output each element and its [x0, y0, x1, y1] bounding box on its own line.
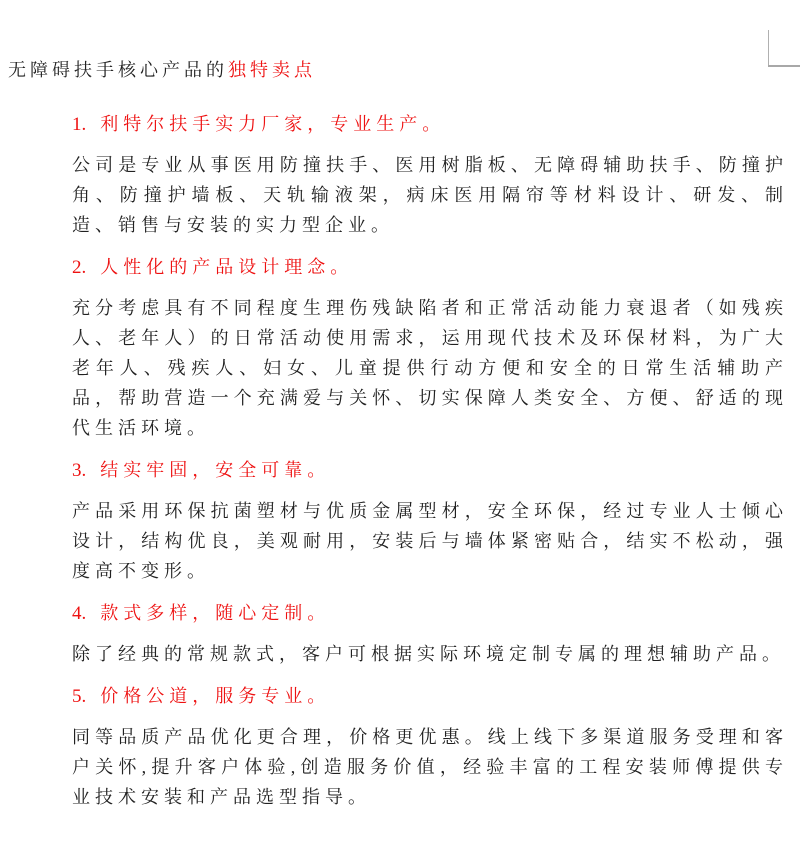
section-number: 1. [72, 114, 87, 135]
section-heading-text: 结实牢固，安全可靠。 [100, 460, 331, 480]
section-number: 3. [72, 460, 87, 481]
section-paragraph: 同等品质产品优化更合理，价格更优惠。线上线下多渠道服务受理和客户关怀,提升客户体验,创造服务价值，经验丰富的工程安装师傅提供专业技术安装和产品选型指导。 [72, 727, 788, 807]
section-number: 2. [72, 257, 87, 278]
text-boundary-corner-icon [768, 65, 800, 67]
section-paragraph: 公司是专业从事医用防撞扶手、医用树脂板、无障碍辅助扶手、防撞护角、防撞护墙板、天轨输液架，病床医用隔帘等材料设计、研发、制造、销售与安装的实力型企业。 [72, 155, 788, 235]
section-heading-text: 利特尔扶手实力厂家，专业生产。 [100, 114, 446, 134]
section-heading-text: 款式多样，随心定制。 [100, 603, 331, 623]
section-number: 4. [72, 603, 87, 624]
section-number: 5. [72, 686, 87, 707]
section-2 [72, 252, 788, 443]
section-1 [72, 109, 788, 240]
document-body [72, 109, 788, 812]
section-heading [72, 455, 788, 486]
section-heading-text: 人性化的产品设计理念。 [100, 257, 354, 277]
section-heading-text: 价格公道，服务专业。 [100, 686, 331, 706]
page-title [8, 55, 800, 85]
section-paragraph: 产品采用环保抗菌塑材与优质金属型材，安全环保，经过专业人士倾心设计，结构优良，美观耐用，安装后与墙体紧密贴合，结实不松动，强度高不变形。 [72, 501, 788, 581]
section-heading [72, 252, 788, 283]
section-3 [72, 455, 788, 586]
section-5 [72, 681, 788, 812]
section-paragraph: 充分考虑具有不同程度生理伤残缺陷者和正常活动能力衰退者（如残疾人、老年人）的日常活动使用需求，运用现代技术及环保材料，为广大老年人、残疾人、妇女、儿童提供行动方便和安全的日常生活辅助产品，帮助营造一个充满爱与关怀、切实保障人类安全、方便、舒适的现代生活环境。 [72, 298, 788, 438]
section-paragraph: 除了经典的常规款式，客户可根据实际环境定制专属的理想辅助产品。 [72, 644, 785, 664]
page-title-highlight: 独特卖点 [228, 60, 316, 80]
section-heading [72, 109, 788, 140]
page-title-main: 无障碍扶手核心产品的 [8, 60, 228, 80]
section-heading [72, 681, 788, 712]
section-heading [72, 598, 788, 629]
text-boundary-corner-icon [768, 30, 769, 66]
section-4 [72, 598, 788, 669]
